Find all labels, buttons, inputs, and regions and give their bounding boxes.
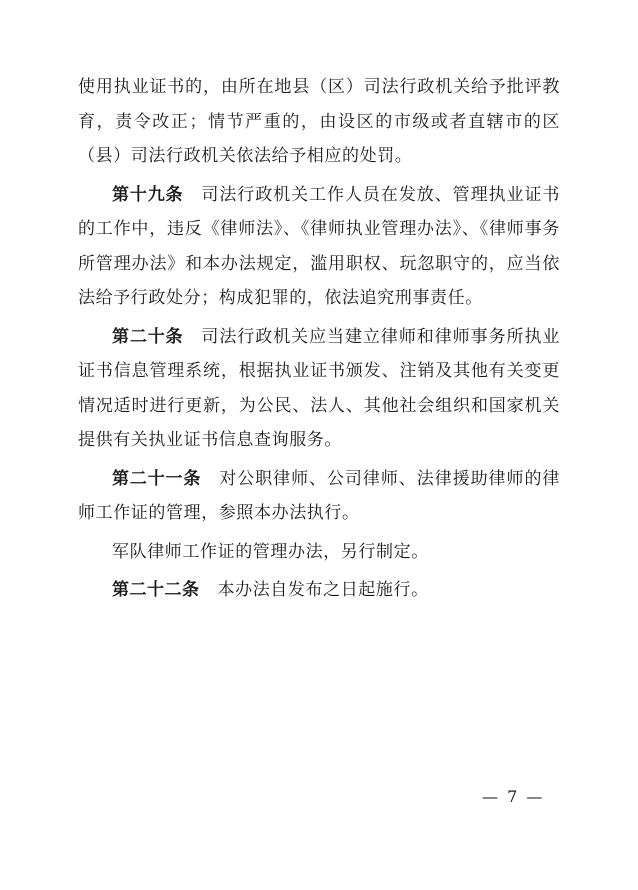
document-body: [78, 70, 560, 608]
paragraph-text: 军队律师工作证的管理办法，另行制定。: [112, 541, 429, 562]
article-heading: 第二十条: [112, 326, 184, 347]
article-text: 司法行政机关工作人员在发放、管理执业证书的工作中，违反《律师法》、《律师执业管理办法》、《律师事务所管理办法》和本办法规定，滥用职权、玩忽职守的，应当依法给予行政处分；构成犯罪的，依法追究刑事责任。: [78, 184, 561, 308]
article-20: [78, 320, 560, 458]
paragraph-text: 使用执业证书的，由所在地县（区）司法行政机关给予批评教育，责令改正；情节严重的，由设区的市级或者直辖市的区（县）司法行政机关依法给予相应的处罚。: [78, 77, 560, 166]
article-text: 本办法自发布之日起施行。: [217, 580, 429, 600]
paragraph-military-lawyer: [78, 535, 560, 570]
article-heading: 第二十二条: [112, 580, 200, 600]
article-text: 对公职律师、公司律师、法律援助律师的律师工作证的管理，参照本办法执行。: [78, 468, 560, 523]
article-text: 司法行政机关应当建立律师和律师事务所执业证书信息管理系统，根据执业证书颁发、注销及其他有关变更情况适时进行更新，为公民、法人、其他社会组织和国家机关提供有关执业证书信息查询服务。: [78, 326, 561, 450]
article-heading: 第二十一条: [112, 468, 202, 489]
article-21: [78, 462, 560, 531]
article-heading: 第十九条: [112, 184, 184, 205]
page-number: — 7 —: [482, 787, 545, 806]
article-19: [78, 178, 560, 316]
paragraph-continuation: [78, 70, 560, 174]
article-22: [78, 573, 560, 608]
